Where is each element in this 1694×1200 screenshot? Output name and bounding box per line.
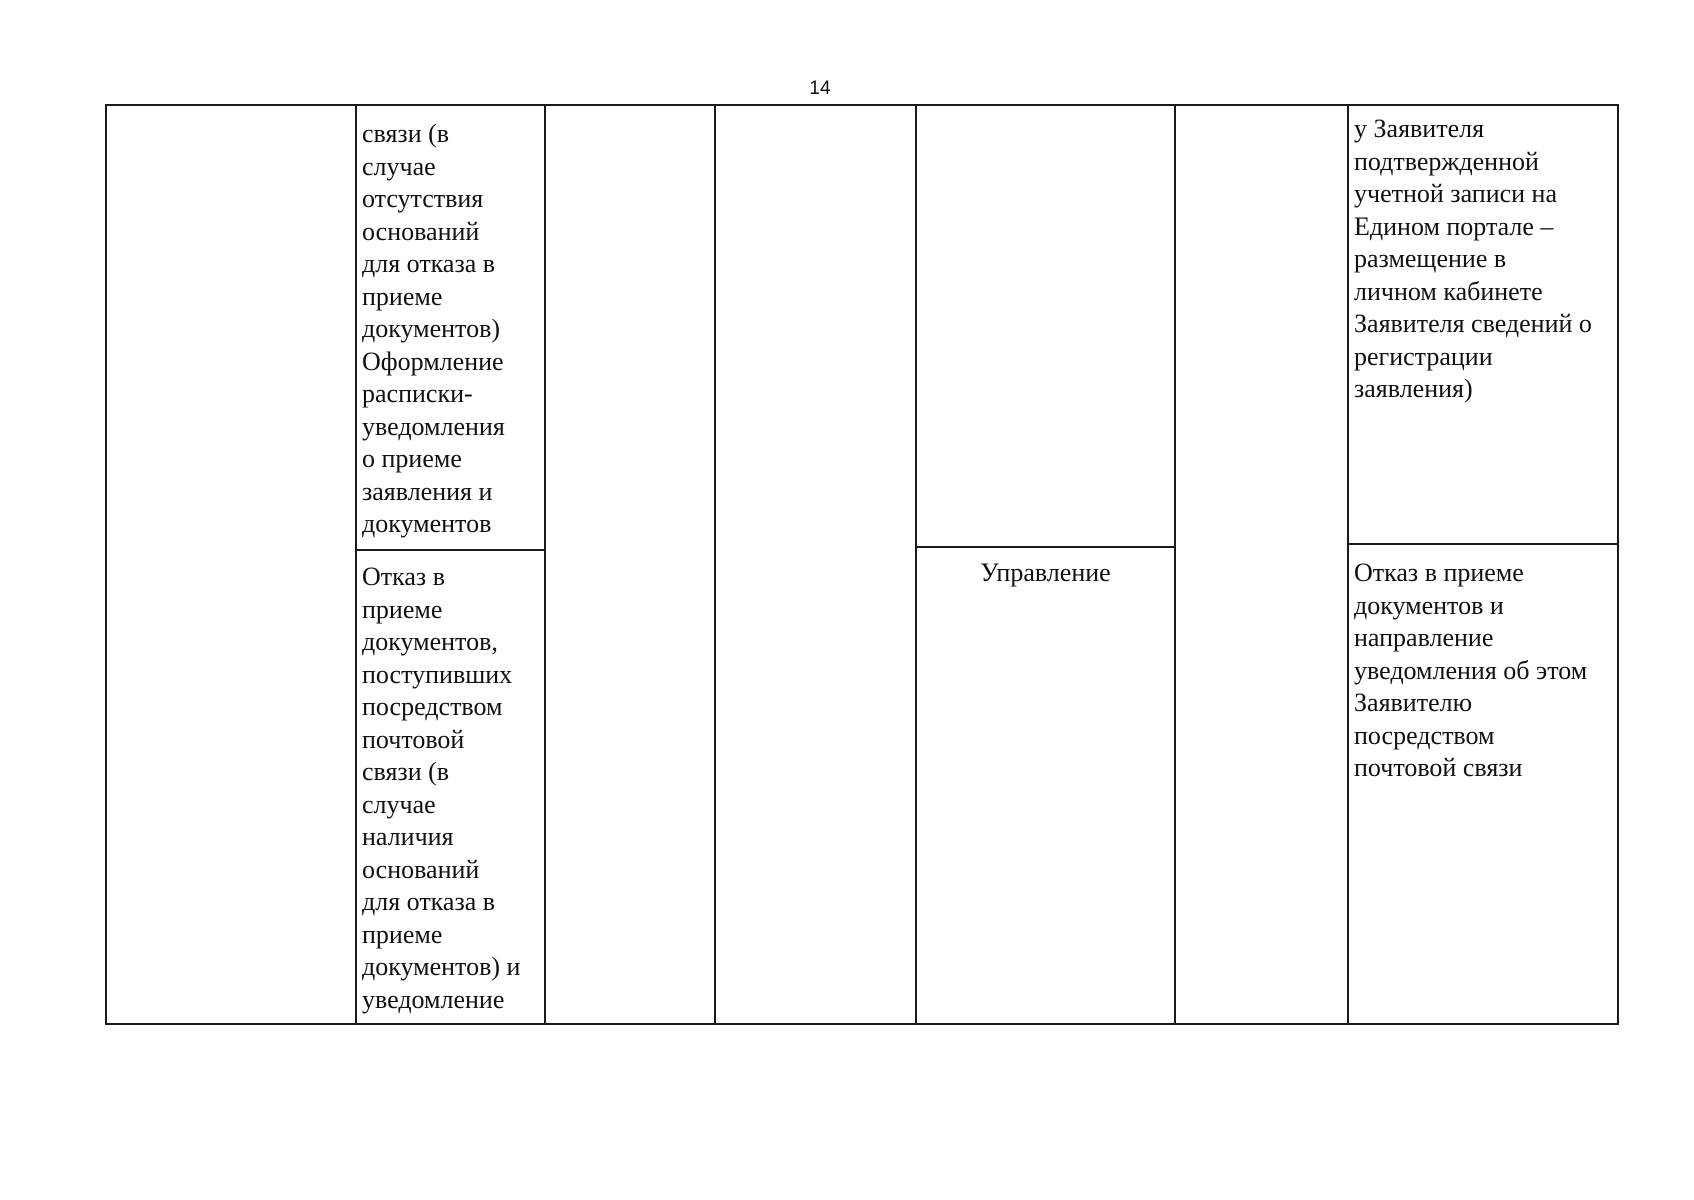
cell-row2-col7: Отказ в приеме документов и направление уведомления об этом Заявителю посредством почтовой связи [1354, 558, 1588, 782]
row-divider [1347, 543, 1619, 545]
cell-row2-col2: Отказ в приеме документов, поступивших посредством почтовой связи (в случае наличия оснований для отказа в приеме документов) и уведомление [362, 562, 521, 1014]
cell-row1-col7: у Заявителя подтвержденной учетной записи на Едином портале – размещение в личном кабинете Заявителя сведений о регистрации заявления) [1354, 114, 1592, 403]
table-border-top [105, 104, 1619, 106]
table-border-right [1617, 104, 1619, 1025]
row-divider [355, 549, 546, 551]
cell-row1-col2: связи (в случае отсутствия оснований для отказа в приеме документов) Оформление расписки- уведомления о приеме заявления и документов [362, 119, 505, 538]
table-border-bottom [105, 1023, 1619, 1025]
cell-row2-col5: Управление [980, 558, 1111, 587]
row-divider [915, 546, 1176, 548]
column-divider [1174, 104, 1176, 1025]
table-border-left [105, 104, 107, 1025]
column-divider [714, 104, 716, 1025]
column-divider [1347, 104, 1349, 1025]
column-divider [544, 104, 546, 1025]
column-divider [355, 104, 357, 1025]
page-number: 14 [809, 78, 831, 99]
